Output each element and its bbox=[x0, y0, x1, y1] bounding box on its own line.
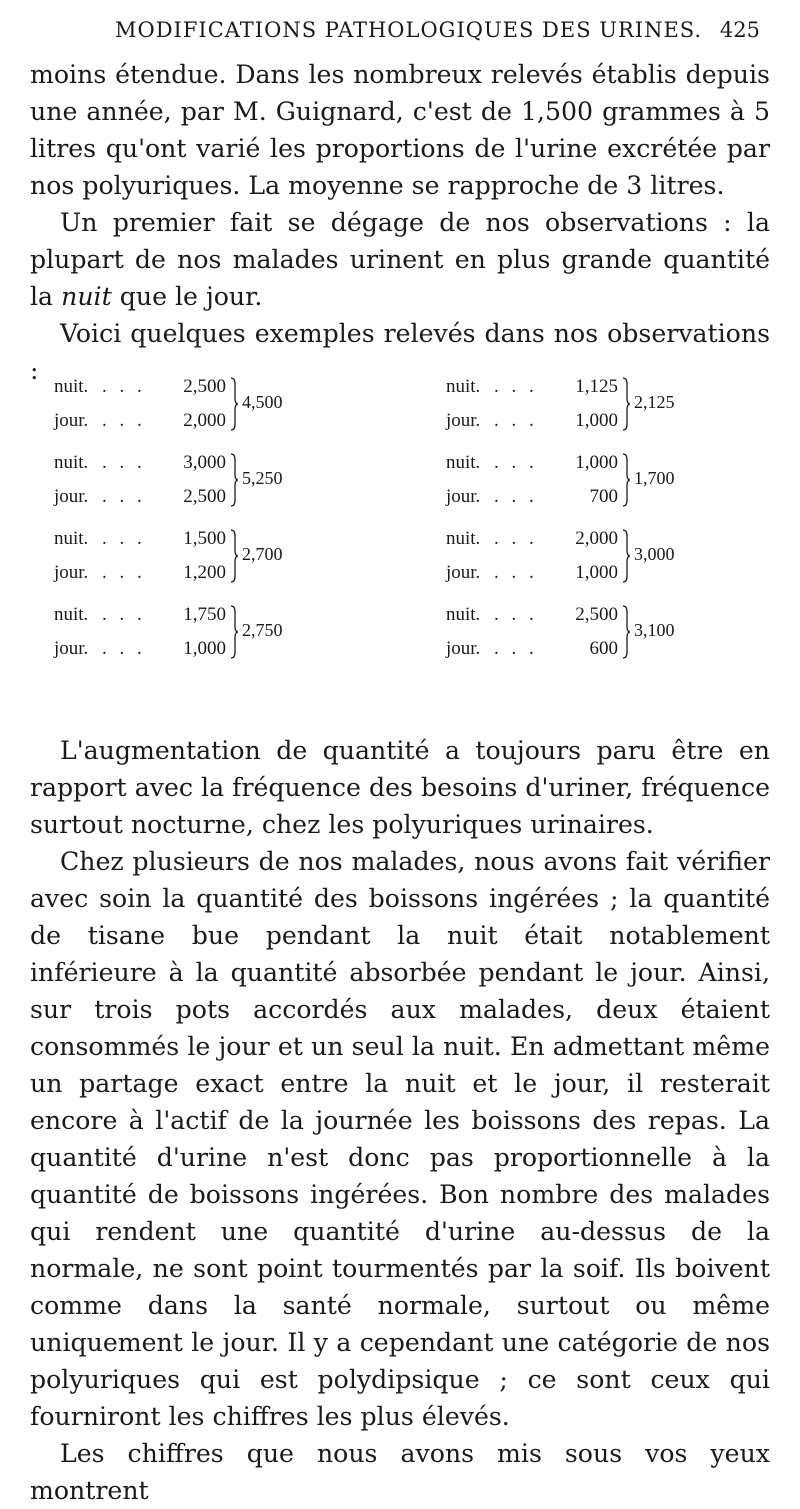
page-header bbox=[40, 18, 760, 52]
urine-volume-table bbox=[0, 370, 800, 710]
day-row bbox=[54, 632, 354, 666]
page-number: 425 bbox=[719, 18, 760, 42]
period-label: jour. bbox=[446, 410, 481, 431]
period-label: nuit. bbox=[446, 604, 481, 625]
total-value: 2,750 bbox=[242, 620, 283, 640]
total-value: 3,000 bbox=[634, 544, 675, 564]
leader-dots: . . . bbox=[494, 410, 538, 431]
night-row bbox=[446, 598, 746, 632]
leader-dots: . . . bbox=[102, 528, 146, 549]
night-row bbox=[54, 598, 354, 632]
running-head: MODIFICATIONS PATHOLOGIQUES DES URINES. bbox=[115, 18, 703, 42]
volume-value: 2,500 bbox=[575, 604, 618, 625]
period-label: jour. bbox=[54, 486, 89, 507]
curly-brace bbox=[230, 452, 238, 508]
day-row bbox=[54, 404, 354, 438]
period-label: nuit. bbox=[54, 528, 89, 549]
volume-value: 2,500 bbox=[183, 486, 226, 507]
leader-dots: . . . bbox=[494, 562, 538, 583]
emphasis-nuit: nuit bbox=[61, 282, 112, 311]
paragraph-3: Voici quelques exemples relevés dans nos observations : bbox=[30, 319, 770, 385]
curly-brace bbox=[230, 604, 238, 660]
volume-value: 600 bbox=[589, 638, 618, 659]
table-entry bbox=[54, 446, 354, 522]
period-label: nuit. bbox=[54, 452, 89, 473]
curly-brace bbox=[622, 604, 630, 660]
volume-value: 1,000 bbox=[575, 562, 618, 583]
period-label: jour. bbox=[54, 410, 89, 431]
leader-dots: . . . bbox=[494, 604, 538, 625]
volume-value: 1,200 bbox=[183, 562, 226, 583]
period-label: jour. bbox=[446, 486, 481, 507]
leader-dots: . . . bbox=[102, 486, 146, 507]
table-entry bbox=[446, 446, 746, 522]
total-value: 4,500 bbox=[242, 392, 283, 412]
volume-value: 3,000 bbox=[183, 452, 226, 473]
table-column-right bbox=[446, 370, 746, 674]
period-label: nuit. bbox=[54, 376, 89, 397]
leader-dots: . . . bbox=[494, 528, 538, 549]
period-label: jour. bbox=[446, 638, 481, 659]
total-value: 5,250 bbox=[242, 468, 283, 488]
total-value: 2,125 bbox=[634, 392, 675, 412]
volume-value: 700 bbox=[589, 486, 618, 507]
night-row bbox=[54, 370, 354, 404]
day-row bbox=[446, 556, 746, 590]
text-block-intro bbox=[30, 56, 770, 389]
volume-value: 1,000 bbox=[575, 410, 618, 431]
volume-value: 1,000 bbox=[575, 452, 618, 473]
curly-brace bbox=[230, 528, 238, 584]
volume-value: 2,500 bbox=[183, 376, 226, 397]
volume-value: 1,000 bbox=[183, 638, 226, 659]
paragraph-6: Les chiffres que nous avons mis sous vos yeux montrent bbox=[30, 1439, 770, 1505]
curly-brace bbox=[622, 376, 630, 432]
period-label: jour. bbox=[54, 638, 89, 659]
leader-dots: . . . bbox=[494, 638, 538, 659]
leader-dots: . . . bbox=[494, 486, 538, 507]
leader-dots: . . . bbox=[494, 376, 538, 397]
leader-dots: . . . bbox=[102, 562, 146, 583]
day-row bbox=[54, 480, 354, 514]
period-label: nuit. bbox=[446, 376, 481, 397]
volume-value: 2,000 bbox=[183, 410, 226, 431]
table-entry bbox=[54, 370, 354, 446]
paragraph-5: Chez plusieurs de nos malades, nous avons fait vérifier avec soin la quantité des boissons ingérées ; la quantité de tisane bue pendant la nuit était notablement inférieure à la quantité absorbée pendant le jour. Ainsi, sur trois pots accordés aux malades, deux étaient consommés le jour et un seul la nuit. En admettant même un partage exact entre la nuit et le jour, il resterait encore à l'actif de la journée les boissons des repas. La quantité d'urine n'est donc pas proportionnelle à la quantité de boissons ingérées. Bon nombre des malades qui rendent une quantité d'urine au-dessus de la normale, ne sont point tourmentés par la soif. Ils boivent comme dans la santé normale, surtout ou même uniquement le jour. Il y a cependant une catégorie de nos polyuriques qui est polydipsique ; ce sont ceux qui fourniront les chiffres les plus élevés. bbox=[30, 847, 770, 1431]
period-label: nuit. bbox=[54, 604, 89, 625]
leader-dots: . . . bbox=[102, 452, 146, 473]
period-label: nuit. bbox=[446, 452, 481, 473]
volume-value: 1,125 bbox=[575, 376, 618, 397]
table-column-left bbox=[54, 370, 354, 674]
text-block-discussion bbox=[30, 732, 770, 1509]
night-row bbox=[54, 522, 354, 556]
table-entry bbox=[446, 598, 746, 674]
day-row bbox=[446, 632, 746, 666]
leader-dots: . . . bbox=[102, 638, 146, 659]
paragraph-1: moins étendue. Dans les nombreux relevés établis depuis une année, par M. Guignard, c'est de 1,500 grammes à 5 litres qu'ont varié les proportions de l'urine excrétée par nos polyuriques. La moyenne se rapproche de 3 litres. bbox=[30, 60, 770, 200]
paragraph-2-end: que le jour. bbox=[119, 282, 263, 311]
leader-dots: . . . bbox=[102, 376, 146, 397]
table-entry bbox=[446, 370, 746, 446]
period-label: nuit. bbox=[446, 528, 481, 549]
leader-dots: . . . bbox=[102, 410, 146, 431]
paragraph-2-start: Un premier fait se dégage de nos observations : la plupart de nos malades urinent en plus grande quantité la bbox=[30, 208, 770, 311]
period-label: jour. bbox=[54, 562, 89, 583]
table-entry bbox=[446, 522, 746, 598]
night-row bbox=[446, 370, 746, 404]
curly-brace bbox=[230, 376, 238, 432]
curly-brace bbox=[622, 452, 630, 508]
table-entry bbox=[54, 598, 354, 674]
total-value: 1,700 bbox=[634, 468, 675, 488]
day-row bbox=[54, 556, 354, 590]
volume-value: 2,000 bbox=[575, 528, 618, 549]
total-value: 2,700 bbox=[242, 544, 283, 564]
period-label: jour. bbox=[446, 562, 481, 583]
paragraph-4: L'augmentation de quantité a toujours paru être en rapport avec la fréquence des besoins d'uriner, fréquence surtout nocturne, chez les polyuriques urinaires. bbox=[30, 736, 770, 839]
night-row bbox=[446, 522, 746, 556]
night-row bbox=[446, 446, 746, 480]
day-row bbox=[446, 404, 746, 438]
volume-value: 1,500 bbox=[183, 528, 226, 549]
table-entry bbox=[54, 522, 354, 598]
paragraph-2 bbox=[30, 204, 770, 315]
total-value: 3,100 bbox=[634, 620, 675, 640]
night-row bbox=[54, 446, 354, 480]
volume-value: 1,750 bbox=[183, 604, 226, 625]
curly-brace bbox=[622, 528, 630, 584]
leader-dots: . . . bbox=[102, 604, 146, 625]
day-row bbox=[446, 480, 746, 514]
leader-dots: . . . bbox=[494, 452, 538, 473]
